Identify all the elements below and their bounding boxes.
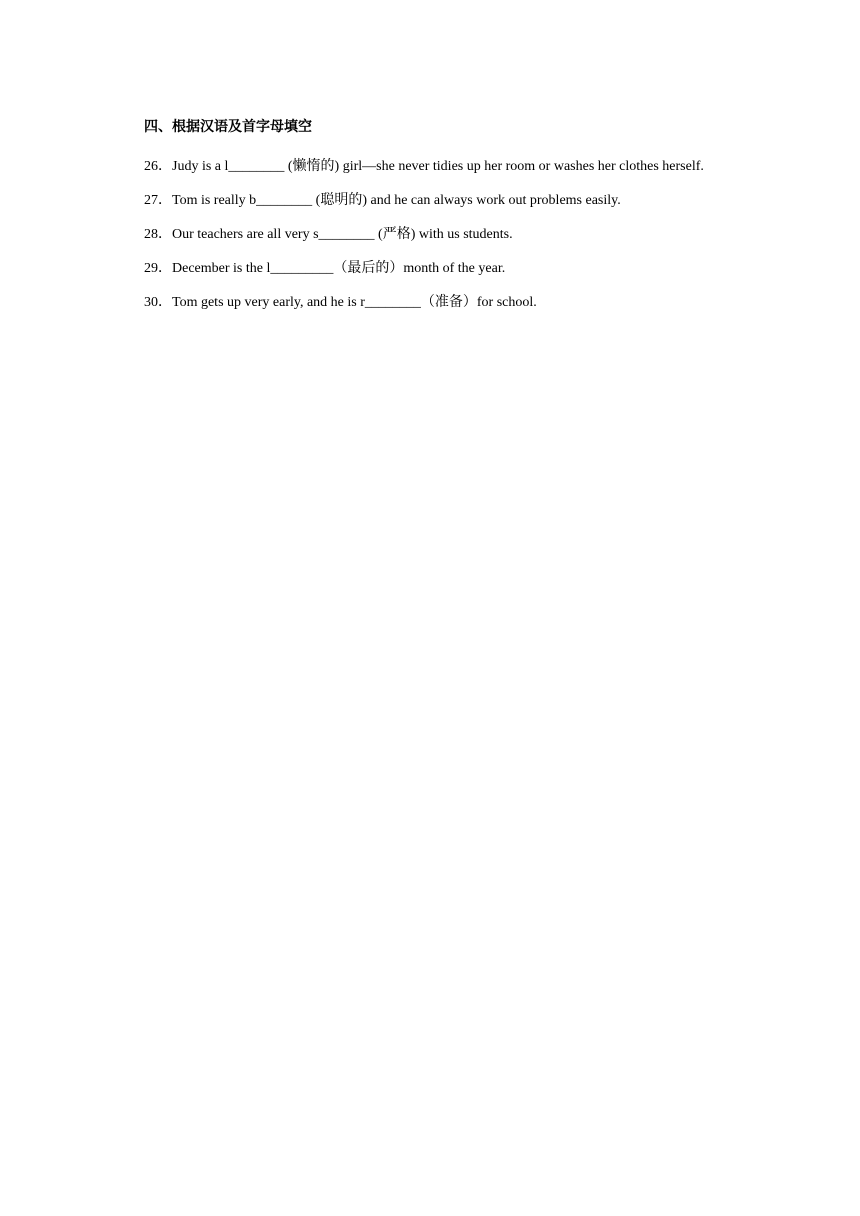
question-separator: ． [158, 159, 172, 174]
question-number: 26 [144, 159, 158, 174]
question-separator: ． [158, 295, 172, 310]
question-separator: ． [158, 193, 172, 208]
question-number: 28 [144, 227, 158, 242]
question-separator: ． [158, 227, 172, 242]
question-text: Judy is a l________ (懒惰的) girl—she never tidies up her room or washes her clothes herself. [172, 159, 704, 174]
question-item [144, 252, 714, 286]
question-text: December is the l_________（最后的）month of the year. [172, 261, 506, 276]
section-heading: 四、根据汉语及首字母填空 [144, 119, 312, 135]
question-item [144, 150, 714, 184]
question-list [144, 150, 714, 320]
question-text: Tom gets up very early, and he is r________（准备）for school. [172, 295, 537, 310]
question-number: 27 [144, 193, 158, 208]
question-number: 30 [144, 295, 158, 310]
question-number: 29 [144, 261, 158, 276]
question-item [144, 218, 714, 252]
question-item [144, 286, 714, 320]
question-separator: ． [158, 261, 172, 276]
question-text: Our teachers are all very s________ (严格) with us students. [172, 227, 513, 242]
question-item [144, 184, 714, 218]
question-text: Tom is really b________ (聪明的) and he can always work out problems easily. [172, 193, 621, 208]
